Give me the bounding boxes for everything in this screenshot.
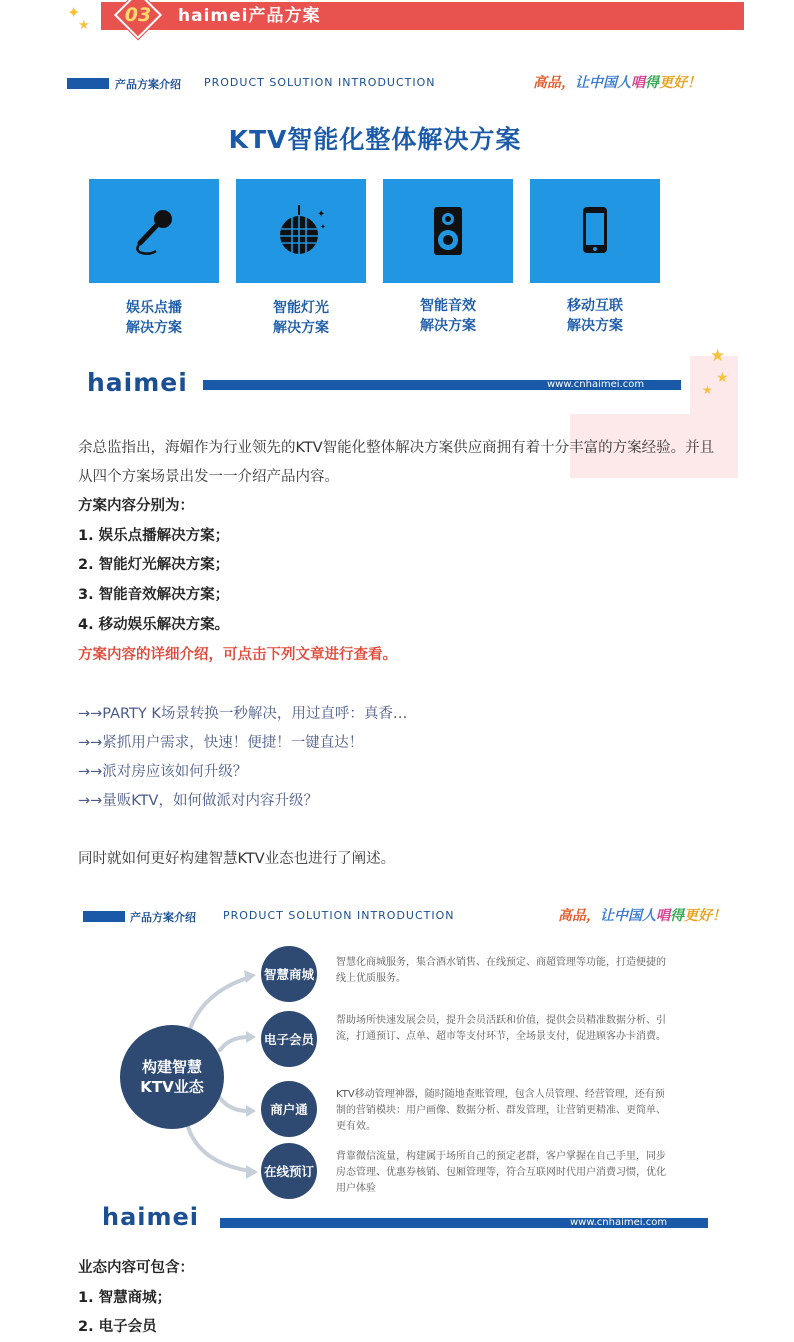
slide-header-cn: 产品方案介绍 xyxy=(115,78,181,91)
slogan: 高品，让中国人唱得更好！ xyxy=(558,908,726,924)
arrowhead xyxy=(244,970,256,983)
svg-text:✦: ✦ xyxy=(320,223,326,231)
transition-paragraph: 同时就如何更好构建智慧KTV业态也进行了阐述。 xyxy=(78,851,396,867)
intro-paragraph: 余总监指出，海媚作为行业领先的KTV智能化整体解决方案供应商拥有着十分丰富的方案经验。并且从四个方案场景出发一一介绍产品内容。 xyxy=(78,440,715,485)
list-title: 方案内容分别为： xyxy=(78,498,194,514)
star-decoration-icon: ★ xyxy=(716,370,729,386)
arrow-to-booking xyxy=(188,1127,250,1171)
slide-header-bar xyxy=(67,78,109,89)
list-item: 4. 移动娱乐解决方案。 xyxy=(78,617,230,633)
arrow-to-member xyxy=(220,1037,248,1050)
arrowhead xyxy=(246,1105,256,1117)
brand-logo: haimei xyxy=(87,368,188,397)
article-link[interactable]: →→PARTY K场景转换一秒解决，用过直呼：真香… xyxy=(78,706,408,722)
node-description: 智慧化商城服务，集合酒水销售、在线预定、商超管理等功能，打造便捷的线上优质服务。 xyxy=(336,957,666,984)
node-description: 背靠微信流量，构建属于场所自己的预定老群，客户掌握在自己手里，同步房态管理、优惠券核销、包厢管理等，符合互联网时代用户消费习惯，优化用户体验 xyxy=(336,1151,666,1194)
arrow-to-merchant xyxy=(220,1098,248,1111)
node-smart-mall: 智慧商城 xyxy=(261,946,317,1002)
star-decoration-icon: ✦ xyxy=(67,3,81,22)
section-number: 03 xyxy=(124,4,152,26)
tile-caption: 移动互联 解决方案 xyxy=(567,298,623,334)
business-model-slide xyxy=(80,895,726,1240)
slide-header-en: PRODUCT SOLUTION INTRODUCTION xyxy=(223,909,455,922)
list2-item: 1. 智慧商城； xyxy=(78,1290,172,1306)
svg-text:✦: ✦ xyxy=(317,209,326,220)
node-merchant: 商户通 xyxy=(261,1081,317,1137)
list-item: 3. 智能音效解决方案； xyxy=(78,587,230,603)
node-description: 帮助场所快速发展会员，提升会员活跃和价值，提供会员精准数据分析、引流，打通预订、点单、超市等支付环节，全场景支付，促进顾客办卡消费。 xyxy=(336,1015,666,1042)
solution-slide xyxy=(67,58,701,398)
tile-caption: 智能灯光 解决方案 xyxy=(273,300,329,336)
article-link[interactable]: →→紧抓用户需求，快速！便捷！一键直达！ xyxy=(78,735,364,751)
article-link[interactable]: →→派对房应该如何升级？ xyxy=(78,764,248,780)
list2-item: 2. 电子会员 xyxy=(78,1319,157,1335)
tile-mobile xyxy=(530,179,660,283)
star-decoration-icon: ★ xyxy=(78,18,90,33)
slide-main-title: KTV智能化整体解决方案 xyxy=(228,125,522,154)
arrowhead xyxy=(246,1031,256,1043)
node-online-booking: 在线预订 xyxy=(261,1143,317,1199)
list2-title: 业态内容可包含： xyxy=(78,1260,194,1276)
arrowhead xyxy=(246,1165,258,1179)
center-node: 构建智慧 KTV业态 xyxy=(120,1025,224,1129)
disco-ball-icon xyxy=(273,203,329,259)
tile-audio xyxy=(383,179,513,283)
slide-header-en: PRODUCT SOLUTION INTRODUCTION xyxy=(204,76,436,89)
microphone-icon xyxy=(126,203,182,259)
star-decoration-icon: ★ xyxy=(710,346,726,366)
tile-caption: 娱乐点播 解决方案 xyxy=(126,300,182,336)
tile-lighting xyxy=(236,179,366,283)
speaker-icon xyxy=(420,203,476,259)
slide-header-cn: 产品方案介绍 xyxy=(130,911,196,924)
slide-footer-url: www.cnhaimei.com xyxy=(547,379,645,390)
slide-footer-url: www.cnhaimei.com xyxy=(570,1217,668,1228)
node-description: KTV移动管理神器，随时随地查账管理，包含人员管理、经营管理，还有预制的营销模块：用户画像、数据分析、群发管理，让营销更精准、更简单、更有效。 xyxy=(336,1089,666,1132)
call-to-action: 方案内容的详细介绍，可点击下列文章进行查看。 xyxy=(78,647,397,663)
tile-caption: 智能音效 解决方案 xyxy=(420,298,476,334)
list-item: 2. 智能灯光解决方案； xyxy=(78,557,230,573)
smartphone-icon xyxy=(567,203,623,259)
star-decoration-icon: ★ xyxy=(702,383,713,397)
arrow-to-mall xyxy=(188,977,250,1035)
article-link[interactable]: →→量贩KTV，如何做派对内容升级？ xyxy=(78,793,318,809)
brand-logo: haimei xyxy=(102,1203,200,1231)
section-title: haimei产品方案 xyxy=(178,6,321,26)
tile-entertainment xyxy=(89,179,219,283)
slogan: 高品，让中国人唱得更好！ xyxy=(533,75,701,91)
node-e-member: 电子会员 xyxy=(261,1011,317,1067)
list-item: 1. 娱乐点播解决方案； xyxy=(78,528,230,544)
